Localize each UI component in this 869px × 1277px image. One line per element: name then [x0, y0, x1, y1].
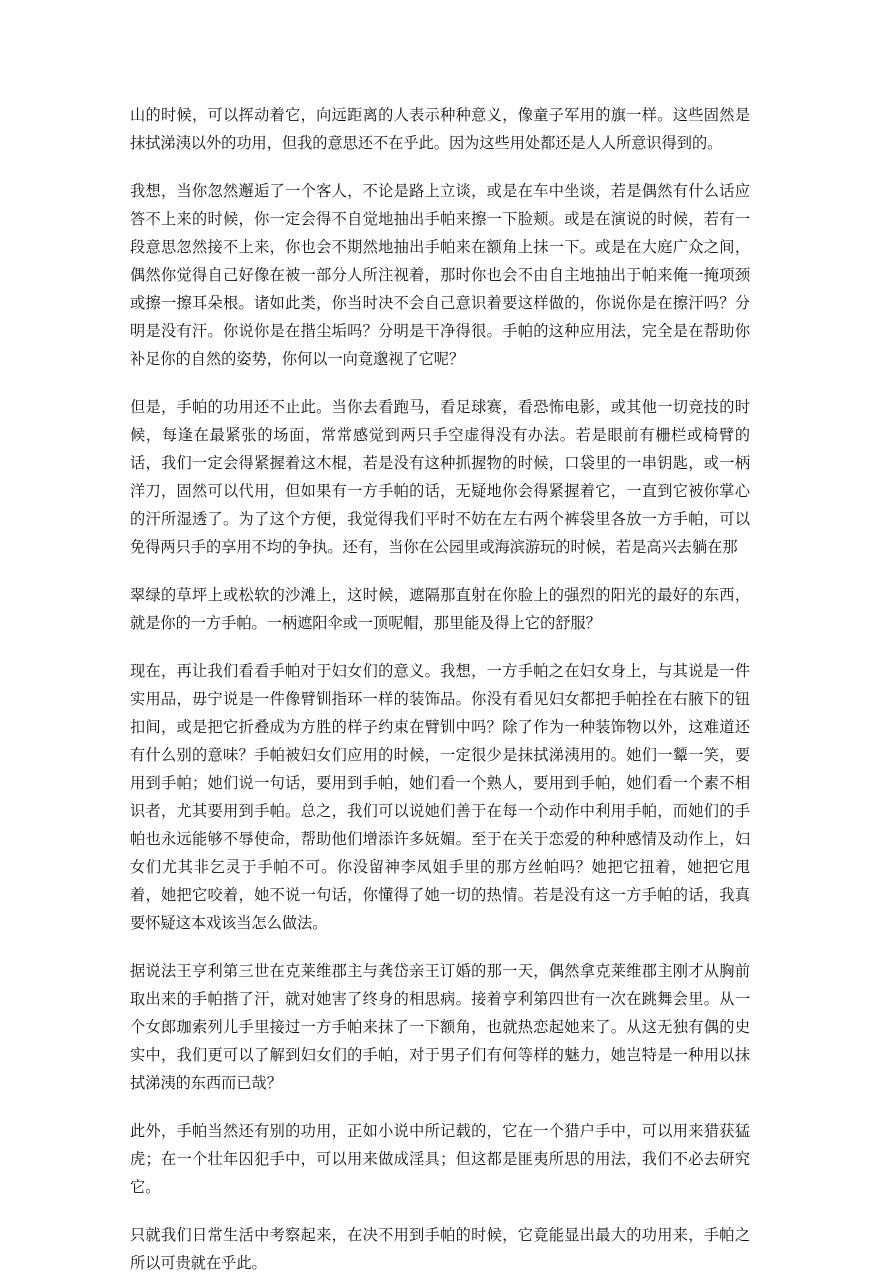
- paragraph: 现在，再让我们看看手帕对于妇女们的意义。我想，一方手帕之在妇女身上，与其说是一件实用品，毋宁说是一件像臂钏指环一样的装饰品。你没有看见妇女都把手帕拴在右腋下的钮扣间，或是把它折叠成为方胜的样子约束在臂钏中吗？除了作为一种装饰物以外，这难道还有什么别的意味？手帕被妇女们应用的时候，一定很少是抹拭涕洟用的。她们一颦一笑，要用到手帕；她们说一句话，要用到手帕，她们看一个熟人，要用到手帕，她们看一个素不相识者，尤其要用到手帕。总之，我们可以说她们善于在每一个动作中利用手帕，而她们的手帕也永远能够不辱使命，帮助他们增添许多妩媚。至于在关于恋爱的种种感情及动作上，妇女们尤其非乞灵于手帕不可。你没留神李凤姐手里的那方丝帕吗？她把它扭着，她把它甩着，她把它咬着，她不说一句话，你懂得了她一切的热情。若是没有这一方手帕的话，我真要怀疑这本戏该当怎么做法。: [130, 662, 750, 932]
- paragraph: 山的时候，可以挥动着它，向远距离的人表示种种意义，像童子军用的旗一样。这些固然是抹拭涕洟以外的功用，但我的意思还不在乎此。因为这些用处都还是人人所意识得到的。: [130, 106, 750, 152]
- paragraph: 但是，手帕的功用还不止此。当你去看跑马，看足球赛，看恐怖电影，或其他一切竞技的时候，每逢在最紧张的场面，常常感觉到两只手空虚得没有办法。若是眼前有栅栏或椅臂的话，我们一定会得紧握着这木棍，若是没有这种抓握物的时候，口袋里的一串钥匙，或一柄洋刀，固然可以代用，但如果有一方手帕的话，无疑地你会得紧握着它，一直到它被你掌心的汗所湿透了。为了这个方便，我觉得我们平时不妨在左右两个裤袋里各放一方手帕，可以免得两只手的享用不均的争执。还有，当你在公园里或海滨游玩的时候，若是高兴去躺在那: [130, 398, 750, 556]
- paragraph: 据说法王亨利第三世在克莱维郡主与龚岱亲王订婚的那一天，偶然拿克莱维郡主刚才从胸前取出来的手帕揩了汗，就对她害了终身的相思病。接着亨利第四世有一次在跳舞会里。从一个女郎珈索列儿手里接过一方手帕来抹了一下额角，也就热恋起她来了。从这无独有偶的史实中，我们更可以了解到妇女们的手帕，对于男子们有何等样的魅力，她岂特是一种用以抹拭涕洟的东西而已哉？: [130, 962, 750, 1092]
- document-page: [130, 101, 750, 1277]
- paragraph: 翠绿的草坪上或松软的沙滩上，这时候，遮隔那直射在你脸上的强烈的阳光的最好的东西，就是你的一方手帕。一柄遮阳伞或一顶呢帽，那里能及得上它的舒服？: [130, 586, 750, 632]
- paragraph: 此外，手帕当然还有别的功用，正如小说中所记载的，它在一个猎户手中，可以用来猎获猛虎；在一个壮年囚犯手中，可以用来做成淫具；但这都是匪夷所思的用法，我们不必去研究它。: [130, 1122, 750, 1196]
- paragraph: 只就我们日常生活中考察起来，在决不用到手帕的时候，它竟能显出最大的功用来，手帕之所以可贵就在乎此。: [130, 1226, 750, 1272]
- paragraph: 我想，当你忽然邂逅了一个客人，不论是路上立谈，或是在车中坐谈，若是偶然有什么话应答不上来的时候，你一定会得不自觉地抽出手帕来擦一下脸颊。或是在演说的时候，若有一段意思忽然接不上来，你也会不期然地抽出手帕来在额角上抹一下。或是在大庭广众之间，偶然你觉得自己好像在被一部分人所注视着，那时你也会不由自主地抽出于帕来俺一掩项颈或擦一擦耳朵根。诸如此类，你当时决不会自己意识着要这样做的，你说你是在擦汗吗？分明是没有汗。你说你是在揩尘垢吗？分明是干净得很。手帕的这种应用法，完全是在帮助你补足你的自然的姿势，你何以一向竟邈视了它呢？: [130, 182, 750, 368]
